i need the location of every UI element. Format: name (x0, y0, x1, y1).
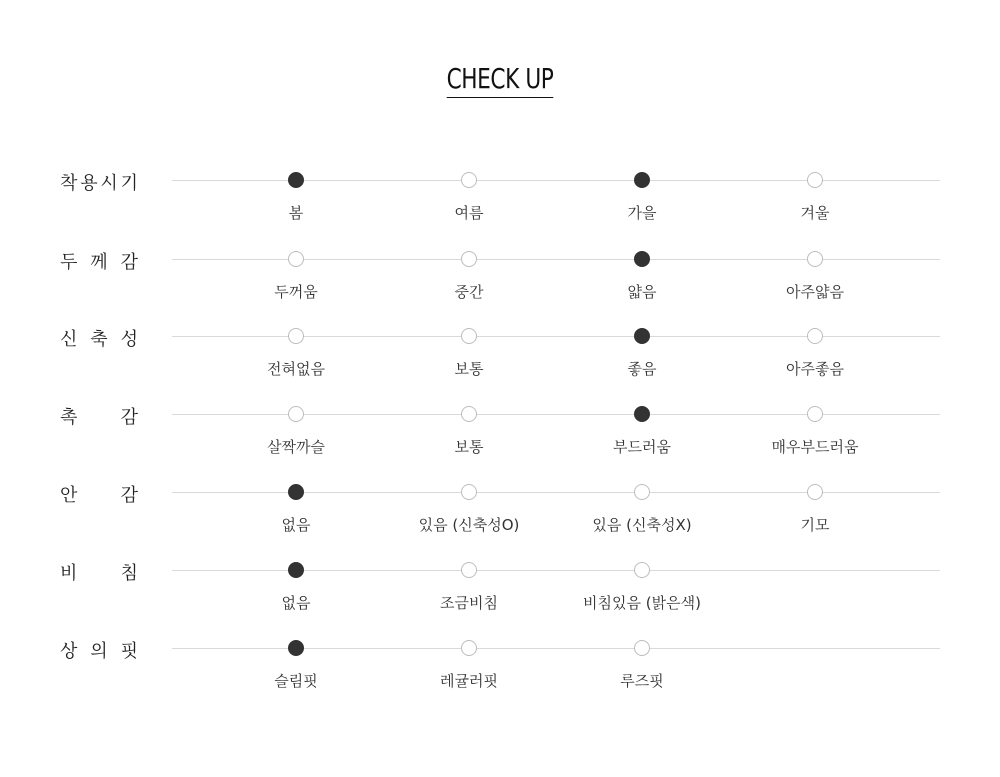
row-label-char: 촉 (60, 407, 78, 428)
option-radio[interactable] (735, 251, 895, 302)
option-radio[interactable] (216, 251, 376, 302)
option-radio[interactable] (389, 328, 549, 379)
option-label: 아주얇음 (786, 283, 844, 301)
radio-filled-icon[interactable] (634, 406, 650, 422)
option-label: 매우부드러움 (771, 438, 859, 456)
radio-empty-icon[interactable] (461, 562, 477, 578)
radio-filled-icon[interactable] (288, 484, 304, 500)
radio-empty-icon[interactable] (807, 251, 823, 267)
row-label (60, 169, 138, 195)
option-label: 조금비침 (440, 594, 498, 612)
radio-empty-icon[interactable] (634, 562, 650, 578)
option-label: 없음 (281, 516, 311, 534)
option-label: 여름 (454, 204, 484, 222)
row-label-char: 감 (120, 485, 138, 506)
option-radio[interactable] (735, 484, 895, 535)
option-label: 좋음 (627, 360, 657, 378)
radio-empty-icon[interactable] (461, 406, 477, 422)
row-label-char: 두 (60, 252, 78, 273)
row-label-char: 핏 (120, 641, 138, 662)
row-label-char: 감 (120, 407, 138, 428)
row-label-char: 의 (90, 641, 108, 662)
radio-filled-icon[interactable] (634, 172, 650, 188)
radio-filled-icon[interactable] (634, 251, 650, 267)
row-label-char: 상 (60, 641, 78, 662)
option-label: 전혀없음 (267, 360, 325, 378)
row-label (60, 325, 138, 351)
radio-empty-icon[interactable] (461, 328, 477, 344)
row-label-char: 기 (120, 173, 138, 194)
radio-empty-icon[interactable] (807, 406, 823, 422)
row-label (60, 248, 138, 274)
option-label: 아주좋음 (786, 360, 844, 378)
option-radio[interactable] (735, 406, 895, 457)
option-label: 슬림핏 (274, 672, 318, 690)
radio-filled-icon[interactable] (288, 562, 304, 578)
option-label: 레귤러핏 (440, 672, 498, 690)
option-radio[interactable] (735, 172, 895, 223)
row-label (60, 481, 138, 507)
radio-empty-icon[interactable] (807, 484, 823, 500)
radio-empty-icon[interactable] (461, 251, 477, 267)
option-label: 기모 (800, 516, 830, 534)
checkup-row (0, 485, 1000, 552)
option-label: 비침있음 (밝은색) (583, 594, 701, 612)
row-label-char: 안 (60, 485, 78, 506)
option-radio[interactable] (216, 328, 376, 379)
option-radio[interactable] (389, 406, 549, 457)
option-radio[interactable] (562, 406, 722, 457)
row-label-char: 축 (90, 329, 108, 350)
option-radio[interactable] (389, 484, 549, 535)
radio-filled-icon[interactable] (288, 640, 304, 656)
checkup-row (0, 329, 1000, 396)
row-label (60, 403, 138, 429)
row-label-char: 시 (100, 173, 118, 194)
option-label: 없음 (281, 594, 311, 612)
option-radio[interactable] (735, 328, 895, 379)
radio-empty-icon[interactable] (288, 406, 304, 422)
option-radio[interactable] (389, 172, 549, 223)
option-label: 보통 (454, 360, 484, 378)
option-radio[interactable] (389, 562, 549, 613)
option-label: 루즈핏 (620, 672, 664, 690)
row-label-char: 께 (90, 252, 108, 273)
checkup-row (0, 173, 1000, 240)
row-label-char: 침 (120, 563, 138, 584)
option-radio[interactable] (562, 328, 722, 379)
page-title: CHECK UP (70, 62, 930, 98)
option-radio[interactable] (216, 562, 376, 613)
radio-empty-icon[interactable] (461, 172, 477, 188)
option-radio[interactable] (216, 640, 376, 691)
option-label: 겨울 (800, 204, 830, 222)
radio-empty-icon[interactable] (288, 251, 304, 267)
radio-empty-icon[interactable] (634, 484, 650, 500)
row-label (60, 637, 138, 663)
radio-empty-icon[interactable] (288, 328, 304, 344)
checkup-row (0, 252, 1000, 319)
option-label: 부드러움 (613, 438, 671, 456)
option-label: 두꺼움 (274, 283, 318, 301)
option-label: 중간 (454, 283, 484, 301)
option-label: 얇음 (627, 283, 657, 301)
option-label: 가을 (627, 204, 657, 222)
option-label: 봄 (288, 204, 304, 222)
option-radio[interactable] (216, 172, 376, 223)
checkup-row (0, 407, 1000, 474)
row-label-char: 성 (120, 329, 138, 350)
option-radio[interactable] (389, 251, 549, 302)
row-label (60, 559, 138, 585)
row-label-char: 신 (60, 329, 78, 350)
option-radio[interactable] (562, 484, 722, 535)
checkup-row (0, 641, 1000, 708)
option-radio[interactable] (562, 251, 722, 302)
radio-empty-icon[interactable] (807, 328, 823, 344)
option-label: 있음 (신축성O) (418, 516, 520, 534)
option-radio[interactable] (562, 562, 722, 613)
radio-filled-icon[interactable] (288, 172, 304, 188)
option-label: 있음 (신축성X) (592, 516, 692, 534)
checkup-row (0, 563, 1000, 630)
radio-empty-icon[interactable] (461, 640, 477, 656)
option-label: 살짝까슬 (267, 438, 325, 456)
option-radio[interactable] (562, 640, 722, 691)
radio-empty-icon[interactable] (634, 640, 650, 656)
row-label-char: 감 (120, 252, 138, 273)
option-radio[interactable] (216, 406, 376, 457)
radio-empty-icon[interactable] (807, 172, 823, 188)
row-label-char: 비 (60, 563, 78, 584)
row-label-char: 착 (60, 173, 78, 194)
option-radio[interactable] (562, 172, 722, 223)
option-radio[interactable] (216, 484, 376, 535)
option-radio[interactable] (389, 640, 549, 691)
row-label-char: 용 (80, 173, 98, 194)
option-label: 보통 (454, 438, 484, 456)
radio-empty-icon[interactable] (461, 484, 477, 500)
radio-filled-icon[interactable] (634, 328, 650, 344)
